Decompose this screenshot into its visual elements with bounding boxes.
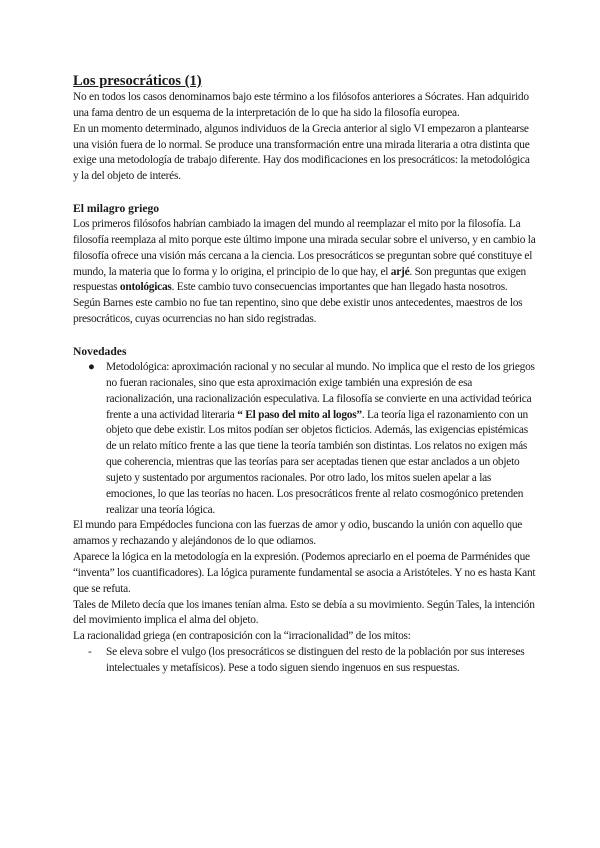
arje-term: arjé [390,265,410,278]
list-item [73,645,536,677]
heading-novedades: Novedades [73,344,127,358]
document-title: Los presocráticos (1) [73,73,202,89]
bullet-icon: ● [88,360,95,373]
milagro-text-c: . Este cambio tuvo consecuencias importantes que han llegado hasta nosotros. Según Barnes este cambio no fue tan repentino, sino que debe existir unos antecedentes, maestros de los presocráticos, cuyas ocurrencias no han sido registradas. [73,281,523,326]
logica-paragraph: Aparece la lógica en la metodología en la expresión. (Podemos apreciarlo en el poema de Parménides que “inventa” los cuantificadores). La lógica puramente fundamental se asocia a Aristóteles. Y no es hasta Kant que se refuta. [73,551,536,595]
vulgo-text: Se eleva sobre el vulgo (los presocráticos se distinguen del resto de la población por sus intereses intelectuales y metafísicos). Pese a todo siguen siendo ingenuos en sus respuestas. [106,646,525,674]
tales-paragraph: Tales de Mileto decía que los imanes tenían alma. Esto se debía a su movimiento. Según Tales, la intención del movimiento implica el alma del objeto. [73,598,535,627]
racionalidad-paragraph: La racionalidad griega (en contraposición con la “irracionalidad” de los mitos: [73,630,411,643]
milagro-text-a: Los primeros filósofos habrían cambiado la imagen del mundo al reemplazar el mito por la filosofía. La filosofía reemplaza al mito porque este último impone una mirada secular sobre el universo, y en cambio la filosofía ofrece una visión más cercana a la ciencia. Los presocráticos se preguntan sobre qué constituye el mundo, la materia que lo forma y lo origina, el principio de lo que hay, el [73,218,536,278]
heading-milagro-griego: El milagro griego [73,202,160,216]
metodologica-text-b: . La teoría liga el razonamiento con un objeto que debe existir. Los mitos podían ser objetos ficticios. Además, las exigencias epistémicas de un relato mítico frente a las que tiene la teoría también son distintas. Los relatos no exigen más que coherencia, mientras que las teorías para ser aceptadas tienen que estar anclados a un objeto sujeto y sustentado por argumentos racionales. Por otro lado, los mitos suelen apelar a las emociones, lo que las teorías no hacen. Los presocráticos frente al relato cosmogónico pretenden realizar una teoría lógica. [106,408,528,516]
metodologica-text-a: Metodológica: aproximación racional y no secular al mundo. No implica que el resto de los griegos no fueran racionales, sino que esta aproximación exige también una expresión de esa racionalización, una racionalización especulativa. La filosofía se convierte en una actividad teórica frente a una actividad literaria [106,360,535,421]
milagro-text-b: . Son preguntas que exigen respuestas [73,265,526,294]
intro-paragraph-2: En un momento determinado, algunos individuos de la Grecia anterior al siglo VI empezaron a plantearse una visión fuera de lo normal. Se produce una transformación entre una mirada literaria a otra distinta que exige una metodología de trabajo diferente. Hay dos modificaciones en los presocráticos: la metodológica y la del objeto de interés. [73,122,530,183]
spacer [73,328,536,344]
list-item [73,360,536,518]
novedades-list [73,360,536,518]
intro-paragraph-1: No en todos los casos denominamos bajo este término a los filósofos anteriores a Sócrates. Han adquirido una fama dentro de un esquema de la interpretación de lo que ha sido la filosofía europea. [73,91,529,119]
ontologicas-term: ontológicas [119,281,172,294]
empedocles-paragraph: El mundo para Empédocles funciona con las fuerzas de amor y odio, buscando la unión con aquello que amamos y rechazando y alejándonos de lo que odiamos. [73,519,523,548]
racionalidad-list [73,645,536,677]
spacer [73,185,536,201]
milagro-paragraph [73,217,536,328]
paso-del-mito-phrase: “ El paso del mito al logos” [237,408,362,421]
dash-icon: - [88,646,92,659]
